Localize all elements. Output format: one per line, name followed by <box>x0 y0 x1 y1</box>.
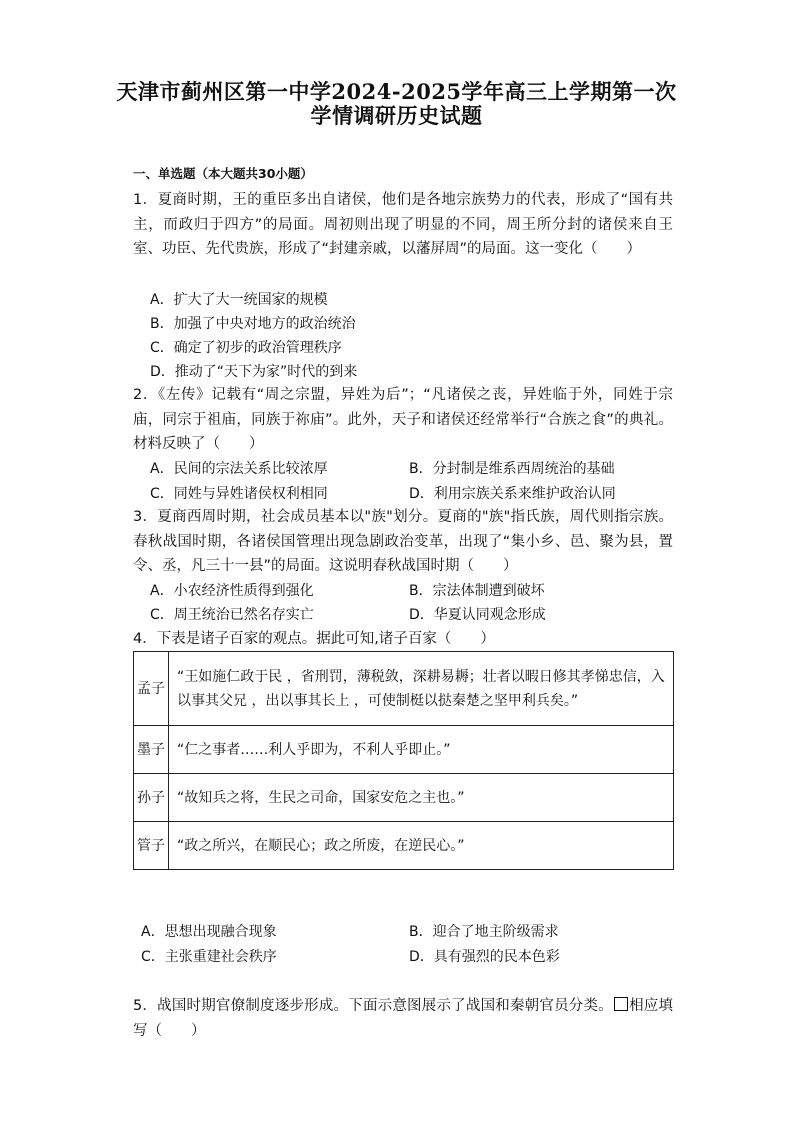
table-cell-name: 墨子 <box>134 726 169 774</box>
question-4-stem: 4．下表是诸子百家的观点。据此可知,诸子百家（ ） <box>133 631 495 647</box>
q1-option-b[interactable]: B．加强了中央对地方的政治统治 <box>150 316 356 332</box>
table-cell-name: 孟子 <box>134 652 169 726</box>
q1-option-c[interactable]: C．确定了初步的政治管理秩序 <box>150 340 342 356</box>
table-cell-quote: “故知兵之将，生民之司命，国家安危之主也。” <box>169 774 674 822</box>
section-heading: 一、单选题（本大题共30小题） <box>133 166 313 181</box>
question-5-text-b: 相应填写（ ） <box>133 998 673 1039</box>
q4-option-a[interactable]: A．思想出现融合现象 <box>141 924 277 940</box>
exam-title-line2: 学情调研历史试题 <box>310 103 483 128</box>
exam-title-line1: 天津市蓟州区第一中学2024-2025学年高三上学期第一次 <box>116 79 677 104</box>
table-cell-quote: “仁之事者……利人乎即为，不利人乎即止。” <box>169 726 674 774</box>
q2-option-a[interactable]: A．民间的宗法关系比较浓厚 <box>150 461 328 477</box>
q1-option-d[interactable]: D．推动了“天下为家”时代的到来 <box>150 364 358 380</box>
q1-option-a[interactable]: A．扩大了大一统国家的规模 <box>150 292 328 308</box>
blank-box-icon <box>614 997 628 1011</box>
question-3-stem: 3．夏商西周时期，社会成员基本以"族"划分。夏商的"族"指氏族，周代则指宗族。春秋战国时期，各诸侯国管理出现急剧政治变革，出现了“集小乡、邑、聚为县，置令、丞，凡三十一县”的局面。这说明春秋战国时期（ ） <box>133 509 673 574</box>
table-cell-name: 孙子 <box>134 774 169 822</box>
table-cell-quote: “政之所兴，在顺民心；政之所废，在逆民心。” <box>169 822 674 870</box>
question-2-stem: 2．《左传》记载有“周之宗盟，异姓为后”；“凡诸侯之丧，异姓临于外，同姓于宗庙，同宗于祖庙，同族于祢庙”。此外，天子和诸侯还经常举行“合族之食”的典礼。材料反映了（ ） <box>133 387 673 452</box>
question-5-stem <box>133 994 673 1043</box>
q4-option-b[interactable]: B．迎合了地主阶级需求 <box>409 924 559 940</box>
q4-option-c[interactable]: C．主张重建社会秩序 <box>141 949 277 965</box>
table-cell-name: 管子 <box>134 822 169 870</box>
table-row <box>134 726 674 774</box>
q3-option-c[interactable]: C．周王统治已然名存实亡 <box>150 607 314 623</box>
table-row <box>134 774 674 822</box>
q3-option-b[interactable]: B．宗法体制遭到破坏 <box>409 583 545 599</box>
q2-option-b[interactable]: B．分封制是维系西周统治的基础 <box>409 461 615 477</box>
philosophers-table <box>133 651 674 870</box>
table-cell-quote: “王如施仁政于民 ，省刑罚，薄税敛，深耕易耨；壮者以暇日修其孝悌忠信，入以事其父兄 ，出以事其长上 ，可使制梃以挞秦楚之坚甲利兵矣。” <box>169 652 674 726</box>
q3-option-a[interactable]: A．小农经济性质得到强化 <box>150 583 314 599</box>
q2-option-c[interactable]: C．同姓与异姓诸侯权利相同 <box>150 486 328 502</box>
question-5-text-a: 5．战国时期官僚制度逐步形成。下面示意图展示了战国和秦朝官员分类。 <box>133 998 613 1014</box>
q2-option-d[interactable]: D．利用宗族关系来维护政治认同 <box>409 486 616 502</box>
table-row <box>134 652 674 726</box>
question-1-stem: 1．夏商时期，王的重臣多出自诸侯，他们是各地宗族势力的代表，形成了“国有共主，而政归于四方”的局面。周初则出现了明显的不同，周王所分封的诸侯来自王室、功臣、先代贵族，形成了“封建亲戚，以藩屏周”的局面。这一变化（ ） <box>133 192 673 257</box>
q4-option-d[interactable]: D．具有强烈的民本色彩 <box>409 949 560 965</box>
table-row <box>134 822 674 870</box>
q3-option-d[interactable]: D．华夏认同观念形成 <box>409 607 546 623</box>
